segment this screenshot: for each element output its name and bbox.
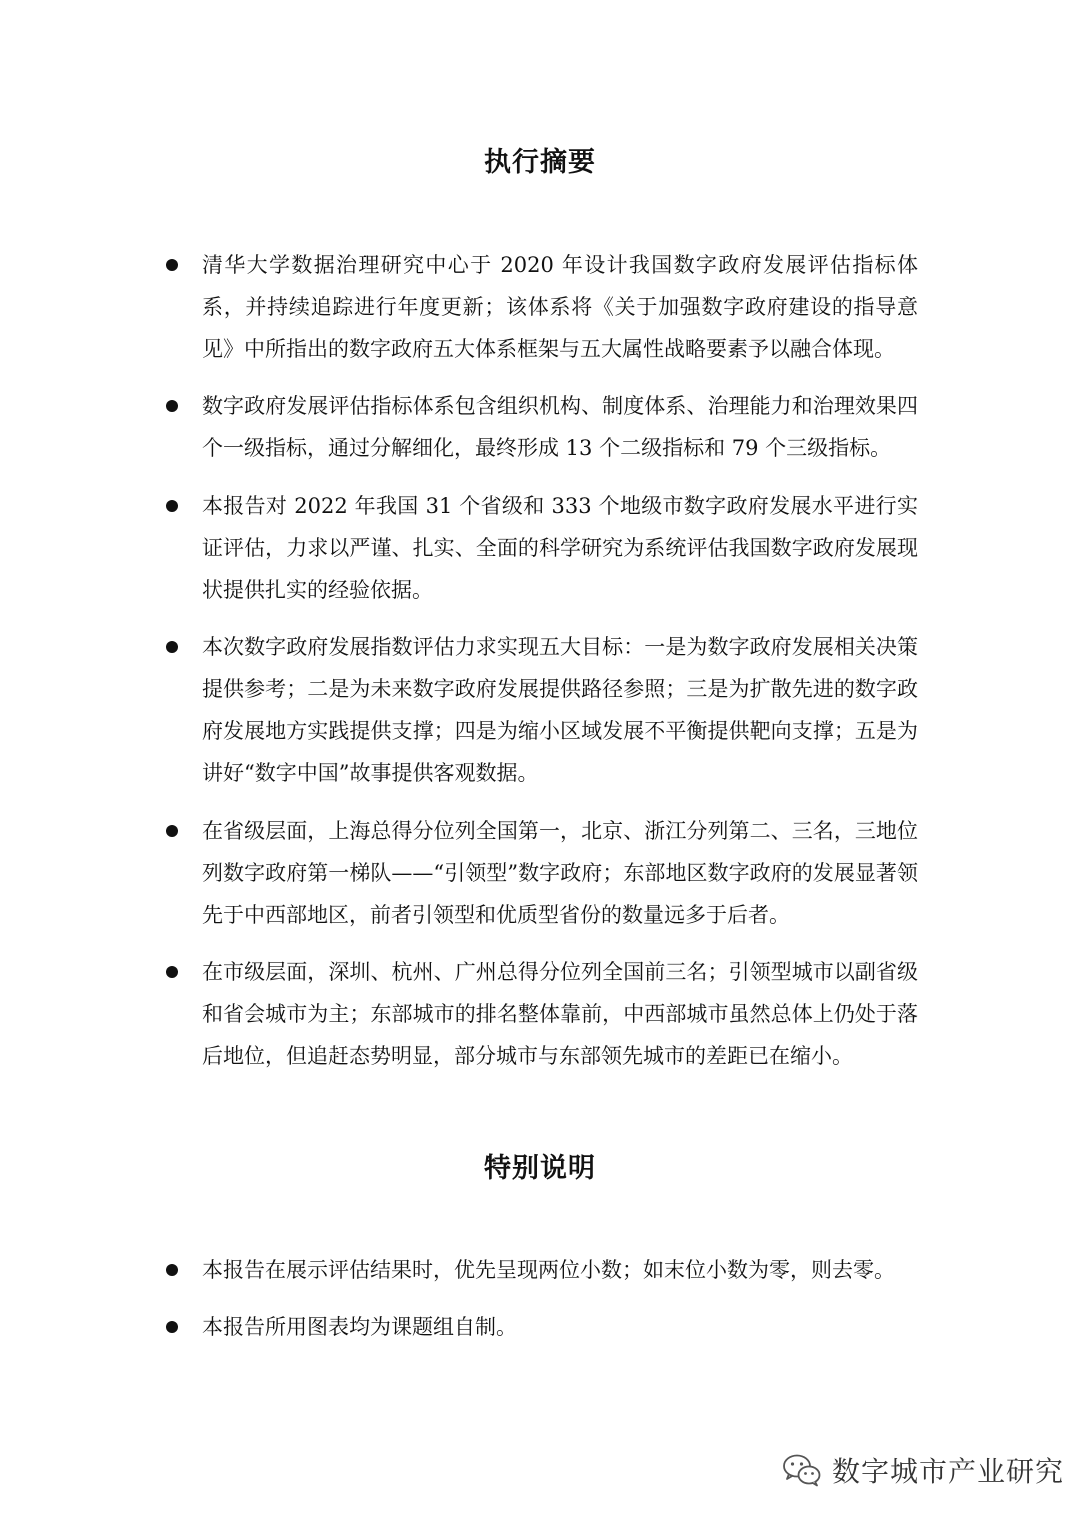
bullet-text: 本报告对 2022 年我国 31 个省级和 333 个地级市数字政府发展水平进行实证评估，力求以严谨、扎实、全面的科学研究为系统评估我国数字政府发展现状提供扎实的经验依据。 <box>202 494 918 602</box>
wechat-icon <box>782 1452 822 1488</box>
bullet-text: 本次数字政府发展指数评估力求实现五大目标：一是为数字政府发展相关决策提供参考；二是为未来数字政府发展提供路径参照；三是为扩散先进的数字政府发展地方实践提供支撑；四是为缩小区域发展不平衡提供靶向支撑；五是为讲好“数字中国”故事提供客观数据。 <box>202 635 918 785</box>
bullet-icon <box>166 500 178 512</box>
bullet-text: 在市级层面，深圳、杭州、广州总得分位列全国前三名；引领型城市以副省级和省会城市为主；东部城市的排名整体靠前，中西部城市虽然总体上仍处于落后地位，但追赶态势明显，部分城市与东部领先城市的差距已在缩小。 <box>202 960 918 1068</box>
bullet-text: 本报告在展示评估结果时，优先呈现两位小数；如末位小数为零，则去零。 <box>202 1258 895 1282</box>
section-title-executive-summary: 执行摘要 <box>484 147 596 178</box>
section-title-special-notes: 特别说明 <box>484 1153 596 1184</box>
bullet-icon <box>166 825 178 837</box>
bullet-text: 数字政府发展评估指标体系包含组织机构、制度体系、治理能力和治理效果四个一级指标，通过分解细化，最终形成 13 个二级指标和 79 个三级指标。 <box>202 394 918 460</box>
watermark <box>782 1448 1064 1492</box>
bullet-text: 本报告所用图表均为课题组自制。 <box>202 1315 517 1339</box>
bullet-icon <box>166 400 178 412</box>
watermark-text: 数字城市产业研究 <box>832 1455 1065 1488</box>
bullet-icon <box>166 1264 178 1276</box>
bullet-text: 清华大学数据治理研究中心于 2020 年设计我国数字政府发展评估指标体系，并持续追踪进行年度更新；该体系将《关于加强数字政府建设的指导意见》中所指出的数字政府五大体系框架与五大属性战略要素予以融合体现。 <box>202 253 918 361</box>
bullet-text: 在省级层面，上海总得分位列全国第一，北京、浙江分列第二、三名，三地位列数字政府第一梯队——“引领型”数字政府；东部地区数字政府的发展显著领先于中西部地区，前者引领型和优质型省份的数量远多于后者。 <box>202 819 918 927</box>
bullet-icon <box>166 966 178 978</box>
bullet-icon <box>166 641 178 653</box>
bullet-icon <box>166 1321 178 1333</box>
bullet-icon <box>166 259 178 271</box>
